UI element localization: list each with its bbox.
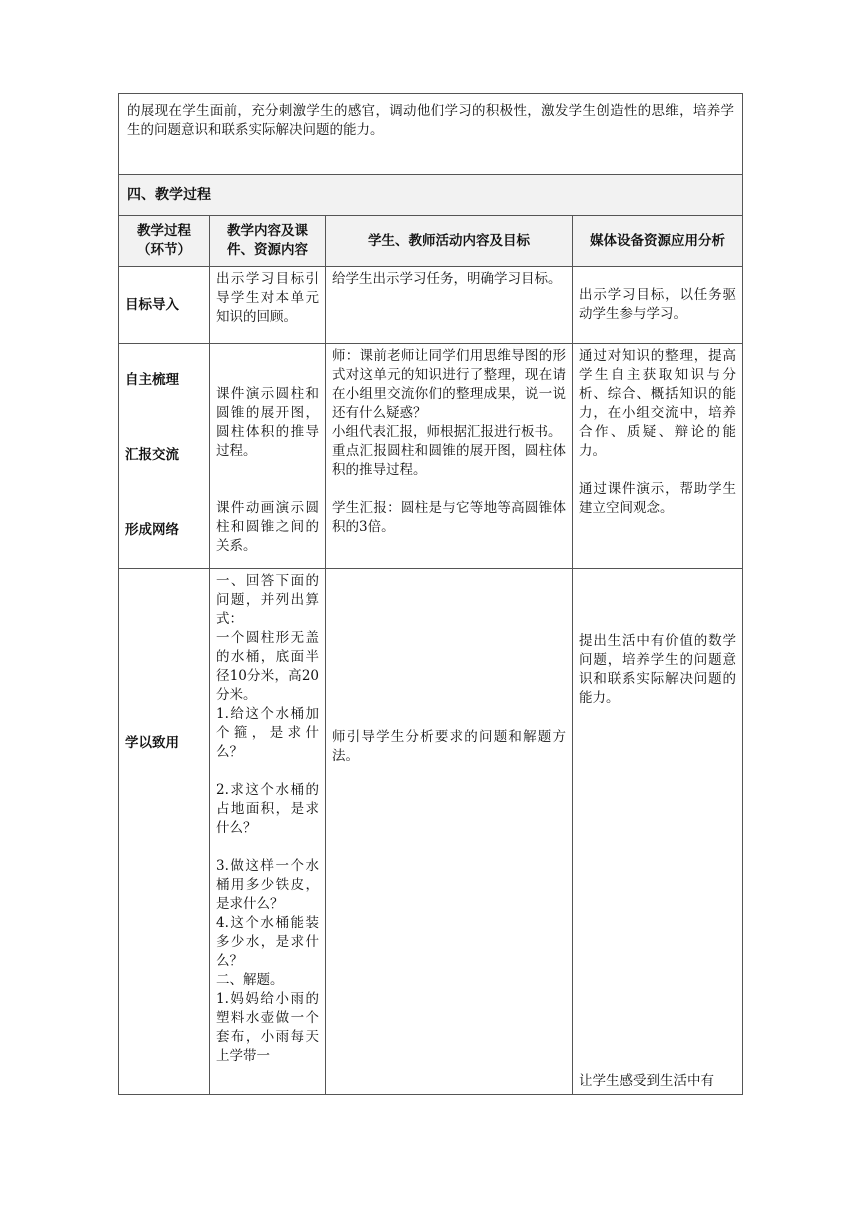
content-text: 3.做这样一个水桶用多少铁皮，是求什么？ bbox=[216, 858, 319, 912]
analysis-cell bbox=[573, 569, 743, 1095]
activity-cell bbox=[326, 569, 573, 1095]
activity-text: 学生汇报：圆柱是与它等地等高圆锥体积的3倍。 bbox=[332, 500, 566, 535]
stage-label: 形成网络 bbox=[125, 522, 179, 538]
content-cell: 出示学习目标引导学生对本单元知识的回顾。 bbox=[210, 267, 326, 344]
content-text: 1.妈妈给小雨的塑料水壶做一个套布，小雨每天上学带一 bbox=[216, 991, 319, 1064]
content-text: 一个圆柱形无盖的水桶，底面半径10分米，高20分米。 bbox=[216, 630, 319, 703]
stage-cell bbox=[119, 344, 210, 569]
stage-cell: 学以致用 bbox=[119, 569, 210, 1095]
analysis-cell: 出示学习目标，以任务驱动学生参与学习。 bbox=[573, 267, 743, 344]
analysis-cell bbox=[573, 344, 743, 569]
content-cell bbox=[210, 344, 326, 569]
analysis-text: 让学生感受到生活中有 bbox=[579, 1073, 714, 1089]
content-cell bbox=[210, 569, 326, 1095]
content-text: 课件演示圆柱和圆锥的展开图，圆柱体积的推导过程。 bbox=[216, 386, 319, 459]
content-text: 2.求这个水桶的占地面积，是求什么？ bbox=[216, 782, 319, 836]
header-row bbox=[119, 216, 743, 267]
section-title: 四、教学过程 bbox=[119, 175, 743, 216]
header-analysis: 媒体设备资源应用分析 bbox=[573, 216, 743, 267]
header-activity: 学生、教师活动内容及目标 bbox=[326, 216, 573, 267]
content-text: 课件动画演示圆柱和圆锥之间的关系。 bbox=[216, 500, 319, 554]
header-content: 教学内容及课件、资源内容 bbox=[210, 216, 326, 267]
content-text: 4.这个水桶能装多少水，是求什么？ bbox=[216, 915, 319, 969]
analysis-text: 提出生活中有价值的数学问题，培养学生的问题意识和联系实际解决问题的能力。 bbox=[579, 633, 736, 706]
activity-text: 小组代表汇报，师根据汇报进行板书。 bbox=[332, 424, 562, 440]
stage-label: 自主梳理 bbox=[125, 372, 179, 388]
analysis-text: 通过对知识的整理，提高学生自主获取知识与分析、综合、概括知识的能力，在小组交流中，培养合作、质疑、辩论的能力。 bbox=[579, 348, 736, 459]
activity-text: 重点汇报圆柱和圆锥的展开图，圆柱体积的推导过程。 bbox=[332, 443, 566, 478]
content-text: 二、解题。 bbox=[216, 972, 284, 988]
activity-text: 师引导学生分析要求的问题和解题方法。 bbox=[332, 729, 566, 764]
table-row bbox=[119, 344, 743, 569]
activity-text: 师：课前老师让同学们用思维导图的形式对这单元的知识进行了整理，现在请在小组里交流你们的整理成果，说一说还有什么疑惑？ bbox=[332, 348, 566, 421]
activity-cell bbox=[326, 344, 573, 569]
table-row bbox=[119, 267, 743, 344]
intro-text: 的展现在学生面前，充分刺激学生的感官，调动他们学习的积极性，激发学生创造性的思维，培养学生的问题意识和联系实际解决问题的能力。 bbox=[119, 94, 743, 175]
intro-row bbox=[119, 94, 743, 175]
stage-cell: 目标导入 bbox=[119, 267, 210, 344]
section-row bbox=[119, 175, 743, 216]
analysis-text: 通过课件演示，帮助学生建立空间观念。 bbox=[579, 481, 736, 516]
content-text: 1.给这个水桶加个箍，是求什么？ bbox=[216, 706, 319, 760]
stage-label: 汇报交流 bbox=[125, 447, 179, 463]
header-stage: 教学过程（环节） bbox=[119, 216, 210, 267]
activity-cell: 给学生出示学习任务，明确学习目标。 bbox=[326, 267, 573, 344]
table-row bbox=[119, 569, 743, 1095]
content-text: 一、回答下面的问题，并列出算式： bbox=[216, 573, 319, 627]
lesson-plan-table bbox=[118, 93, 743, 1095]
